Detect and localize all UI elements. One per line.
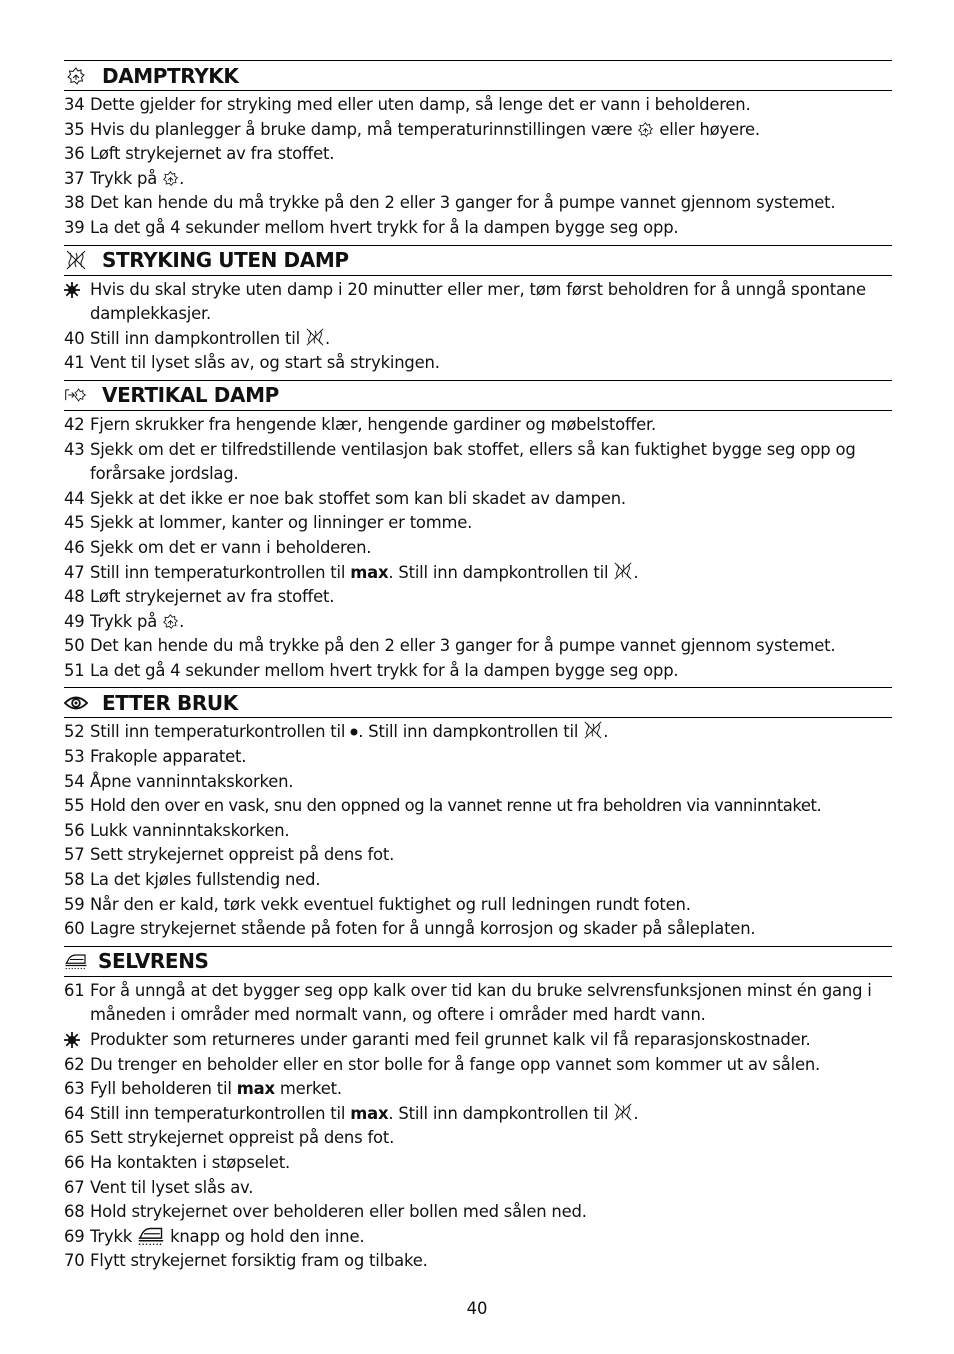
list-item: 59 Når den er kald, tørk vekk eventuel fuktighet og rull ledningen rundt foten. [64, 894, 691, 914]
list-item: 46 Sjekk om det er vann i beholderen. [64, 537, 372, 557]
eye-icon [64, 692, 88, 714]
warning-item: Produkter som returneres under garanti med feil grunnet kalk vil få reparasjonskostnader. [64, 1028, 892, 1053]
list-item: 67 Vent til lyset slås av. [64, 1177, 254, 1197]
warning-item: Hvis du skal stryke uten damp i 20 minutter eller mer, tøm først beholdren for å unngå spontane damplekkasjer. [64, 278, 892, 327]
steam-burst-icon [162, 170, 179, 187]
list-item: 45 Sjekk at lommer, kanter og linninger er tomme. [64, 513, 473, 533]
list-item: 38 Det kan hende du må trykke på den 2 eller 3 ganger for å pumpe vannet gjennom systemet. [64, 193, 836, 213]
list-item: 41 Vent til lyset slås av, og start så strykingen. [64, 353, 440, 373]
self-clean-icon [64, 950, 88, 972]
list-item: 60 Lagre strykejernet stående på foten for å unngå korrosjon og skader på såleplaten. [64, 919, 756, 939]
list-item: 34 Dette gjelder for stryking med eller uten damp, så lenge det er vann i beholderen. [64, 95, 751, 114]
list-item: 35 Hvis du planlegger å bruke damp, må temperaturinnstillingen være eller høyere. [64, 119, 760, 139]
list-item: 49 Trykk på . [64, 611, 185, 631]
list-item: 42 Fjern skrukker fra hengende klær, hengende gardiner og møbelstoffer. [64, 414, 657, 434]
no-steam-icon [613, 1102, 633, 1122]
list-item: 58 La det kjøles fullstendig ned. [64, 870, 321, 890]
list-item: 39 La det gå 4 sekunder mellom hvert trykk for å la dampen bygge seg opp. [64, 217, 679, 237]
section-header-etter-bruk [64, 687, 892, 718]
section-list-selvrens [64, 979, 892, 1274]
list-item: 53 Frakople apparatet. [64, 747, 247, 767]
list-item: 47 Still inn temperaturkontrollen til max. Still inn dampkontrollen til . [64, 562, 639, 582]
list-item: 43 Sjekk om det er tilfredstillende ventilasjon bak stoffet, ellers så kan fuktighet bygge seg opp og forårsake jordslag. [64, 439, 856, 484]
steam-burst-icon [637, 121, 654, 138]
list-item: 62 Du trenger en beholder eller en stor bolle for å fange opp vannet som kommer ut av sålen. [64, 1054, 821, 1074]
section-title: DAMPTRYKK [102, 63, 239, 88]
section-title: VERTIKAL DAMP [102, 383, 279, 408]
section-title: SELVRENS [98, 949, 209, 974]
section-list-vertikal-damp [64, 413, 892, 684]
list-item: 70 Flytt strykejernet forsiktig fram og tilbake. [64, 1251, 428, 1271]
list-item: 65 Sett strykejernet oppreist på dens fot. [64, 1128, 395, 1148]
section-title: ETTER BRUK [102, 690, 238, 715]
list-item: 64 Still inn temperaturkontrollen til max. Still inn dampkontrollen til . [64, 1103, 639, 1123]
list-item: 44 Sjekk at det ikke er noe bak stoffet som kan bli skadet av dampen. [64, 488, 626, 508]
list-item: 63 Fyll beholderen til max merket. [64, 1079, 342, 1099]
no-steam-icon [305, 327, 325, 347]
list-item: 52 Still inn temperaturkontrollen til . Still inn dampkontrollen til . [64, 722, 609, 742]
warning-icon [64, 1028, 90, 1053]
list-item: 54 Åpne vanninntakskorken. [64, 771, 294, 791]
list-item: 69 Trykk knapp og hold den inne. [64, 1226, 365, 1246]
no-steam-icon [64, 249, 88, 271]
vertical-steam-icon [64, 384, 88, 406]
section-header-damptrykk [64, 60, 892, 91]
list-item: 50 Det kan hende du må trykke på den 2 eller 3 ganger for å pumpe vannet gjennom systemet. [64, 636, 836, 656]
self-clean-icon [137, 1225, 165, 1246]
list-item: 51 La det gå 4 sekunder mellom hvert trykk for å la dampen bygge seg opp. [64, 660, 679, 680]
steam-burst-icon [64, 65, 88, 87]
section-list-etter-bruk [64, 720, 892, 941]
section-header-selvrens [64, 946, 892, 977]
list-item: 48 Løft strykejernet av fra stoffet. [64, 587, 335, 607]
section-title: STRYKING UTEN DAMP [102, 248, 349, 273]
list-item: 40 Still inn dampkontrollen til . [64, 328, 330, 348]
list-item: 68 Hold strykejernet over beholderen eller bollen med sålen ned. [64, 1202, 587, 1222]
no-steam-icon [583, 720, 603, 740]
list-item: 37 Trykk på . [64, 168, 185, 188]
list-item: 55 Hold den over en vask, snu den oppned og la vannet renne ut fra beholdren via vanninntaket. [64, 796, 822, 816]
list-item: 57 Sett strykejernet oppreist på dens fot. [64, 845, 395, 865]
document-page [64, 60, 892, 1276]
section-header-vertikal-damp [64, 380, 892, 411]
section-list-damptrykk [64, 93, 892, 241]
page-number: 40 [466, 1299, 488, 1318]
section-list-stryking-uten-damp [64, 278, 892, 376]
warning-icon [64, 278, 90, 327]
no-steam-icon [613, 561, 633, 581]
list-item: 66 Ha kontakten i støpselet. [64, 1152, 291, 1172]
list-item: 36 Løft strykejernet av fra stoffet. [64, 144, 335, 164]
list-item: 56 Lukk vanninntakskorken. [64, 820, 290, 840]
section-header-stryking-uten-damp [64, 245, 892, 276]
steam-burst-icon [162, 613, 179, 630]
list-item: 61 For å unngå at det bygger seg opp kalk over tid kan du bruke selvrensfunksjonen minst én gang i måneden i områder med normalt vann, og oftere i områder med hardt vann. [64, 980, 872, 1025]
